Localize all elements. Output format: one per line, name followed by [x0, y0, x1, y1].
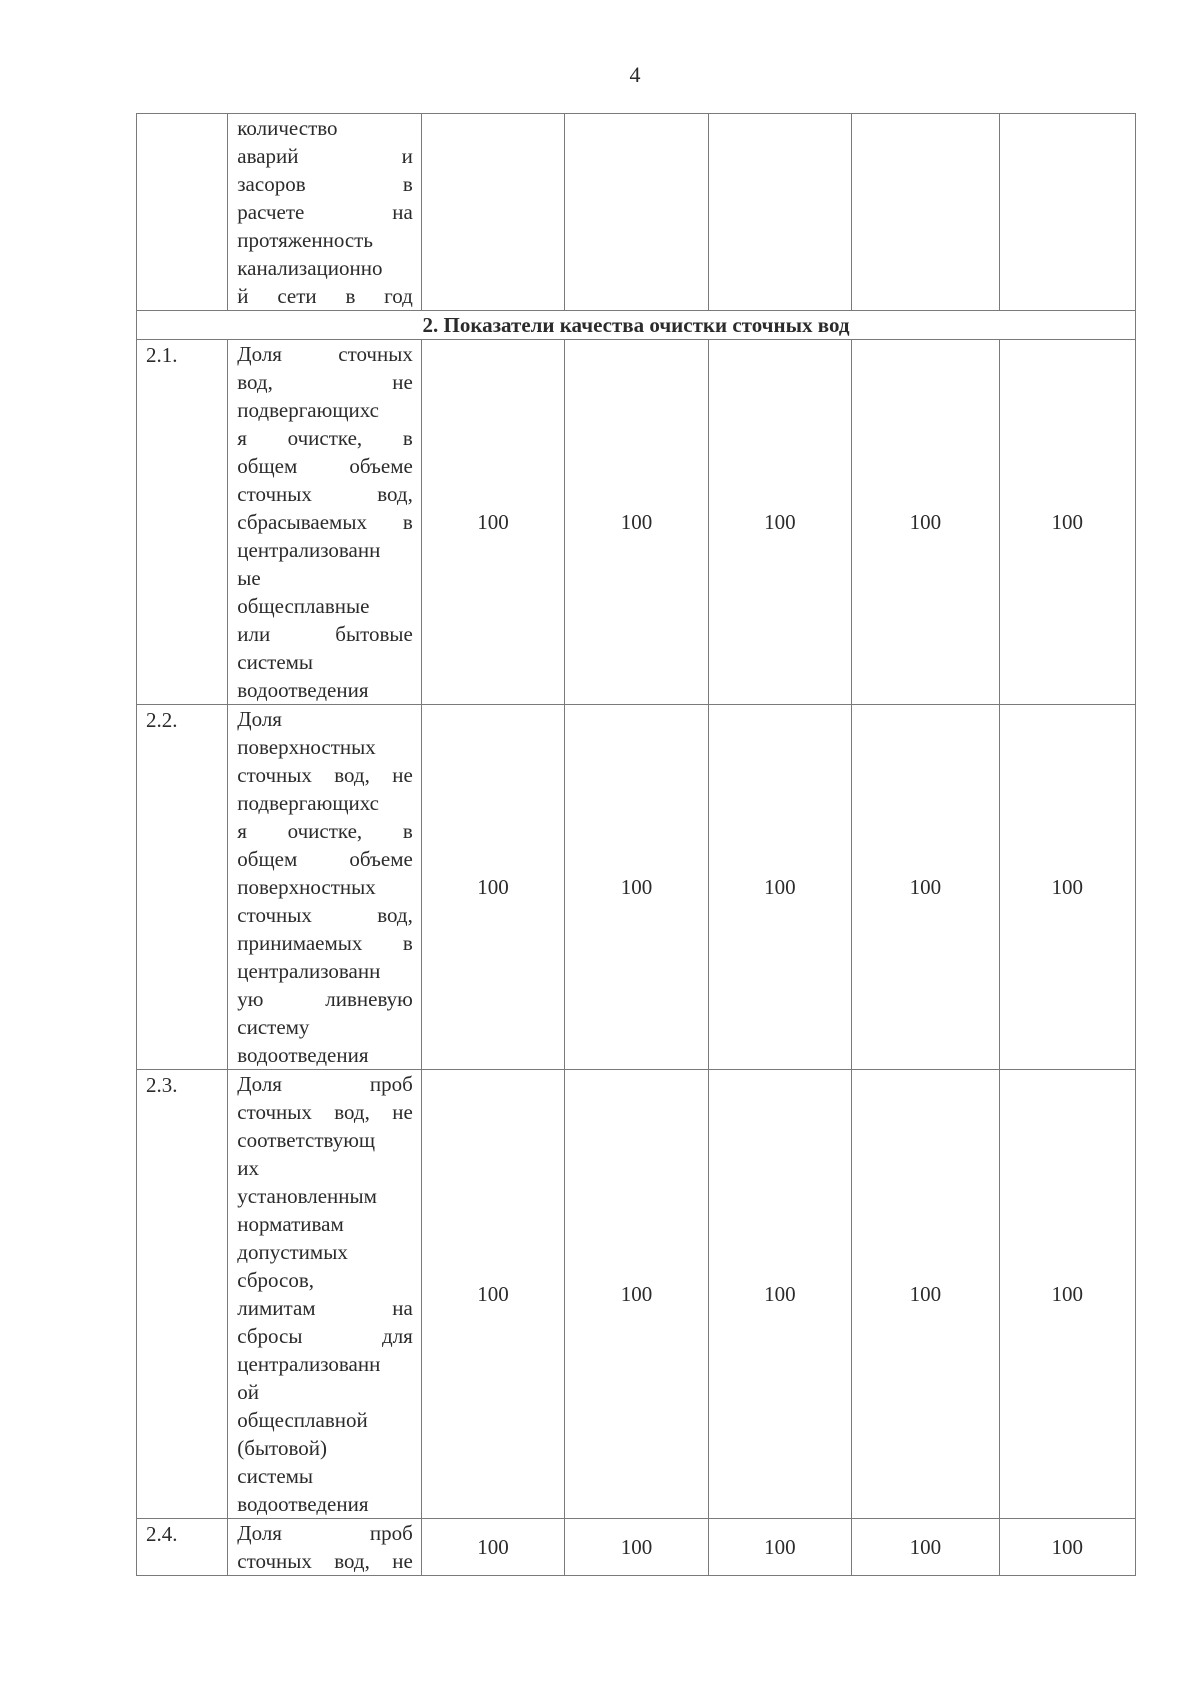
- description-line: сбросы для: [237, 1324, 413, 1348]
- indicator-description: [228, 340, 422, 705]
- table-row: [137, 1519, 1136, 1576]
- description-line: Доля проб: [237, 1521, 413, 1545]
- value-cell: 100: [565, 705, 708, 1070]
- value-cell: 100: [421, 705, 564, 1070]
- description-line: канализационно: [237, 256, 383, 280]
- description-line: системы: [237, 650, 314, 674]
- description-line: сбрасываемых в: [237, 510, 413, 534]
- description-line: сточных вод,: [237, 903, 413, 927]
- description-line: поверхностных: [237, 735, 376, 759]
- num-cell: [137, 114, 228, 311]
- indicator-description: [228, 1070, 422, 1519]
- value-cell: 100: [708, 1070, 851, 1519]
- description-line: сточных вод,: [237, 482, 413, 506]
- description-line: количество: [237, 116, 338, 140]
- description-line: общем объеме: [237, 847, 413, 871]
- value-cell: [565, 114, 708, 311]
- description-line: ой: [237, 1380, 260, 1404]
- value-cell: 100: [565, 1519, 708, 1576]
- description-line: я очистке, в: [237, 426, 413, 450]
- description-line: аварий и: [237, 144, 413, 168]
- description-line: поверхностных: [237, 875, 376, 899]
- description-line: ую ливневую: [237, 987, 413, 1011]
- description-line: или бытовые: [237, 622, 413, 646]
- description-line: их: [237, 1156, 260, 1180]
- value-cell: [999, 114, 1135, 311]
- description-line: систему: [237, 1015, 310, 1039]
- description-line: Доля сточных: [237, 342, 413, 366]
- value-cell: [708, 114, 851, 311]
- description-line: Доля: [237, 707, 282, 731]
- description-line: системы: [237, 1464, 314, 1488]
- value-cell: [421, 114, 564, 311]
- description-line: (бытовой): [237, 1436, 327, 1460]
- value-cell: 100: [999, 1070, 1135, 1519]
- indicators-table: [136, 113, 1136, 1576]
- indicator-description: [228, 1519, 422, 1576]
- description-line: протяженность: [237, 228, 373, 252]
- value-cell: 100: [852, 705, 999, 1070]
- page-number: 4: [629, 62, 641, 87]
- description-line: подвергающихс: [237, 398, 379, 422]
- description-line: водоотведения: [237, 1043, 369, 1067]
- table-row: [137, 1070, 1136, 1519]
- value-cell: 100: [852, 1070, 999, 1519]
- description-line: соответствующ: [237, 1128, 376, 1152]
- value-cell: 100: [421, 1070, 564, 1519]
- description-line: ые: [237, 566, 261, 590]
- description-line: централизованн: [237, 959, 381, 983]
- description-line: допустимых: [237, 1240, 348, 1264]
- description-line: сточных вод, не: [237, 763, 413, 787]
- description-line: лимитам на: [237, 1296, 413, 1320]
- description-line: централизованн: [237, 1352, 381, 1376]
- description-line: расчете на: [237, 200, 413, 224]
- value-cell: 100: [708, 340, 851, 705]
- value-cell: 100: [852, 1519, 999, 1576]
- value-cell: 100: [565, 1070, 708, 1519]
- description-line: общесплавные: [237, 594, 370, 618]
- description-line: сточных вод, не: [237, 1549, 413, 1573]
- description-line: засоров в: [237, 172, 413, 196]
- value-cell: 100: [852, 340, 999, 705]
- description-line: водоотведения: [237, 678, 369, 702]
- description-line: й сети в год: [237, 284, 413, 308]
- indicator-description: [228, 705, 422, 1070]
- description-line: Доля проб: [237, 1072, 413, 1096]
- description-line: сточных вод, не: [237, 1100, 413, 1124]
- value-cell: 100: [421, 1519, 564, 1576]
- description-line: я очистке, в: [237, 819, 413, 843]
- value-cell: 100: [421, 340, 564, 705]
- table-row: [137, 114, 1136, 311]
- description-line: нормативам: [237, 1212, 344, 1236]
- description-line: вод, не: [237, 370, 413, 394]
- row-number: 2.1.: [137, 340, 228, 705]
- description-line: централизованн: [237, 538, 381, 562]
- description-line: сбросов,: [237, 1268, 315, 1292]
- value-cell: 100: [999, 705, 1135, 1070]
- value-cell: 100: [999, 1519, 1135, 1576]
- row-number: 2.2.: [137, 705, 228, 1070]
- row-number: 2.4.: [137, 1519, 228, 1576]
- table-row: [137, 340, 1136, 705]
- value-cell: 100: [708, 1519, 851, 1576]
- table-row: [137, 705, 1136, 1070]
- description-line: общем объеме: [237, 454, 413, 478]
- value-cell: [852, 114, 999, 311]
- description-line: принимаемых в: [237, 931, 413, 955]
- description-line: подвергающихс: [237, 791, 379, 815]
- row-number: 2.3.: [137, 1070, 228, 1519]
- indicator-description: [228, 114, 422, 311]
- section-row: [137, 311, 1136, 340]
- description-line: установленным: [237, 1184, 377, 1208]
- value-cell: 100: [565, 340, 708, 705]
- value-cell: 100: [708, 705, 851, 1070]
- section-title: 2. Показатели качества очистки сточных вод: [137, 311, 1136, 340]
- value-cell: 100: [999, 340, 1135, 705]
- description-line: общесплавной: [237, 1408, 368, 1432]
- description-line: водоотведения: [237, 1492, 369, 1516]
